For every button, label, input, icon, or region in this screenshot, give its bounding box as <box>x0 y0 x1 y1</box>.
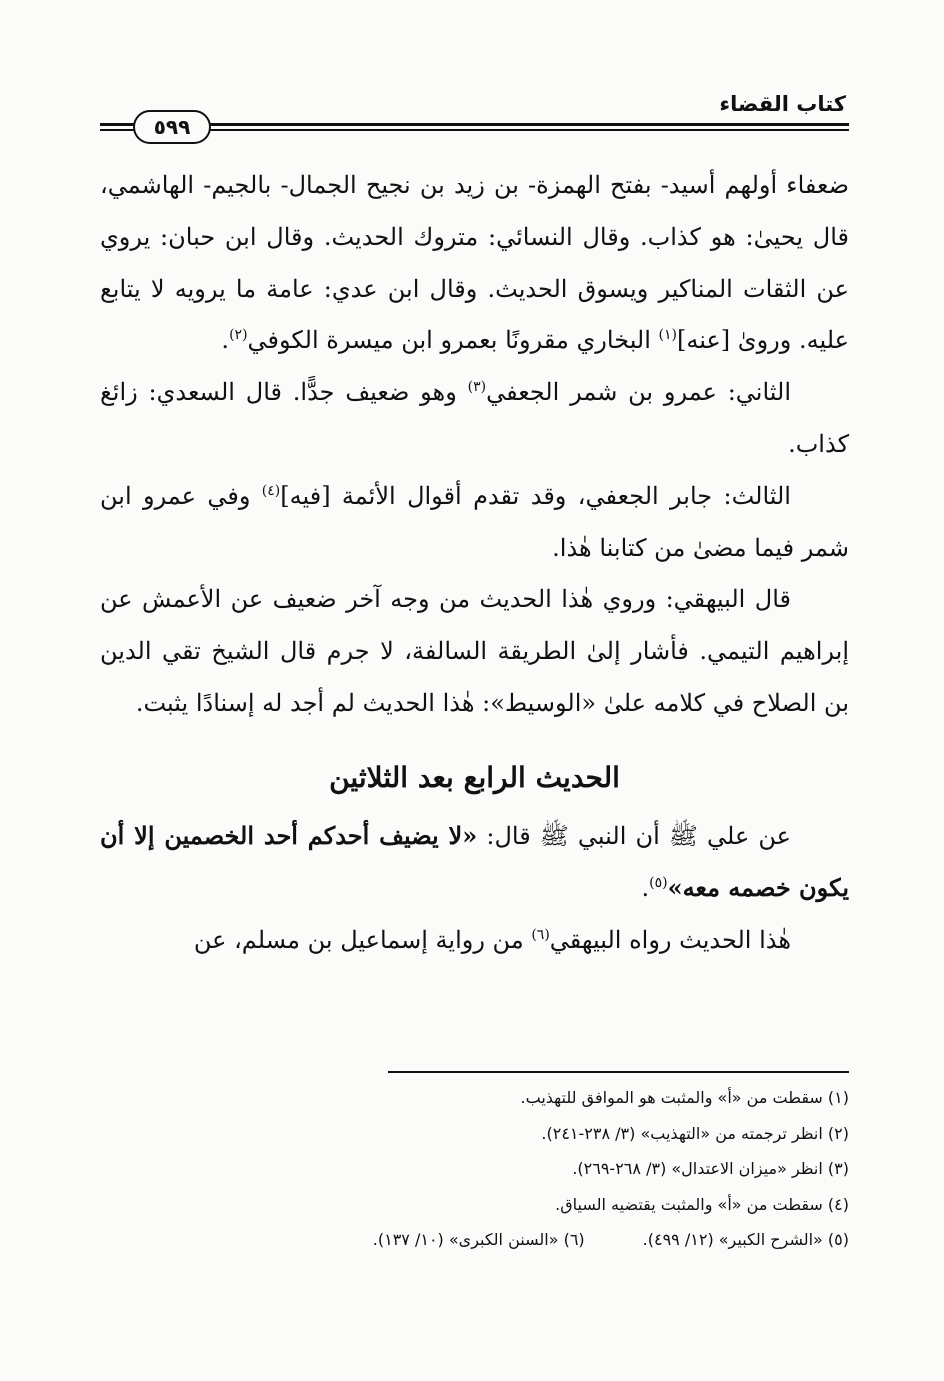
footnote-ref-1: (١) <box>658 327 678 344</box>
running-title: كتاب القضاء <box>719 92 846 116</box>
paragraph-1-text-b: البخاري مقرونًا بعمرو ابن ميسرة الكوفي <box>247 326 659 355</box>
paragraph-1-end: . <box>221 326 230 355</box>
hadith-text: «لا يضيف أحدكم أحد الخصمين إلا أن يكون خصمه معه» <box>100 820 849 903</box>
footnote-2: (٢) انظر ترجمته من «التهذيب» (٣/ ٢٣٨-٢٤١). <box>541 1123 849 1143</box>
paragraph-6-text-b: من رواية إسماعيل بن مسلم، عن <box>193 926 532 955</box>
paragraph-6 <box>100 915 849 967</box>
paragraph-1 <box>100 160 849 367</box>
footnote-1: (١) سقطت من «أ» والمثبت هو الموافق للتهذيب. <box>520 1088 849 1107</box>
footnote-ref-5: (٥) <box>649 875 668 892</box>
footnote-6: (٦) «السنن الكبرى» (١٠/ ١٣٧). <box>372 1230 585 1249</box>
paragraph-5-end: . <box>641 874 650 903</box>
paragraph-1-text-a: ضعفاء أولهم أسيد- بفتح الهمزة- بن زيد بن نجيح الجمال- بالجيم- الهاشمي، قال يحيىٰ: هو كذاب. وقال النسائي: متروك الحديث. وقال ابن حبان: يروي عن الثقات المناكير ويسوق الحديث. وقال ابن عدي: عامة ما يرويه لا يتابع عليه. ورویٰ [عنه] <box>100 171 849 355</box>
footnotes <box>100 1080 849 1258</box>
page-number: ٥٩٩ <box>133 110 211 144</box>
paragraph-5 <box>100 810 849 916</box>
paragraph-2-text-b: وهو ضعيف جدًّا. قال السعدي: زائغ كذاب. <box>100 378 849 458</box>
paragraph-5-text-a: عن علي ﷺ أن النبي ﷺ قال: <box>477 821 791 850</box>
paragraph-2-text-a: الثاني: عمرو بن شمر الجعفي <box>486 378 792 407</box>
footnote-4: (٤) سقطت من «أ» والمثبت يقتضيه السياق. <box>555 1194 849 1214</box>
footnote-5: (٥) «الشرح الكبير» (١٢/ ٤٩٩). <box>642 1230 849 1249</box>
footnote-ref-4: (٤) <box>261 482 281 499</box>
footnote-ref-3: (٣) <box>467 379 487 396</box>
header-rule-thin <box>100 129 849 131</box>
footnote-row-5-6 <box>100 1222 849 1258</box>
footnote-gap <box>585 1222 643 1258</box>
footnote-separator <box>388 1071 849 1073</box>
paragraph-3-text-b: وفي عمرو ابن شمر فيما مضىٰ من كتابنا هٰذا. <box>100 481 849 562</box>
paragraph-3-text-a: الثالث: جابر الجعفي، وقد تقدم أقوال الأئمة [فيه] <box>280 481 791 510</box>
hadith-heading: الحديث الرابع بعد الثلاثين <box>329 760 620 794</box>
header-rule-thick <box>100 123 849 126</box>
footnote-3: (٣) انظر «ميزان الاعتدال» (٣/ ٢٦٨-٢٦٩). <box>572 1159 849 1178</box>
paragraph-3 <box>100 471 849 575</box>
footnote-ref-2: (٢) <box>229 327 248 344</box>
paragraph-2 <box>100 367 849 471</box>
paragraph-6-text-a: هٰذا الحديث رواه البيهقي <box>549 926 791 955</box>
main-text <box>100 160 849 967</box>
footnote-ref-6: (٦) <box>531 927 550 944</box>
paragraph-4: قال البيهقي: وروي هٰذا الحديث من وجه آخر ضعيف عن الأعمش عن إبراهيم التيمي. فأشار إلىٰ الطريقة السالفة، لا جرم قال الشيخ تقي الدين بن الصلاح في كلامه علىٰ «الوسيط»: هٰذا الحديث لم أجد له إسنادًا يثبت. <box>100 585 849 717</box>
